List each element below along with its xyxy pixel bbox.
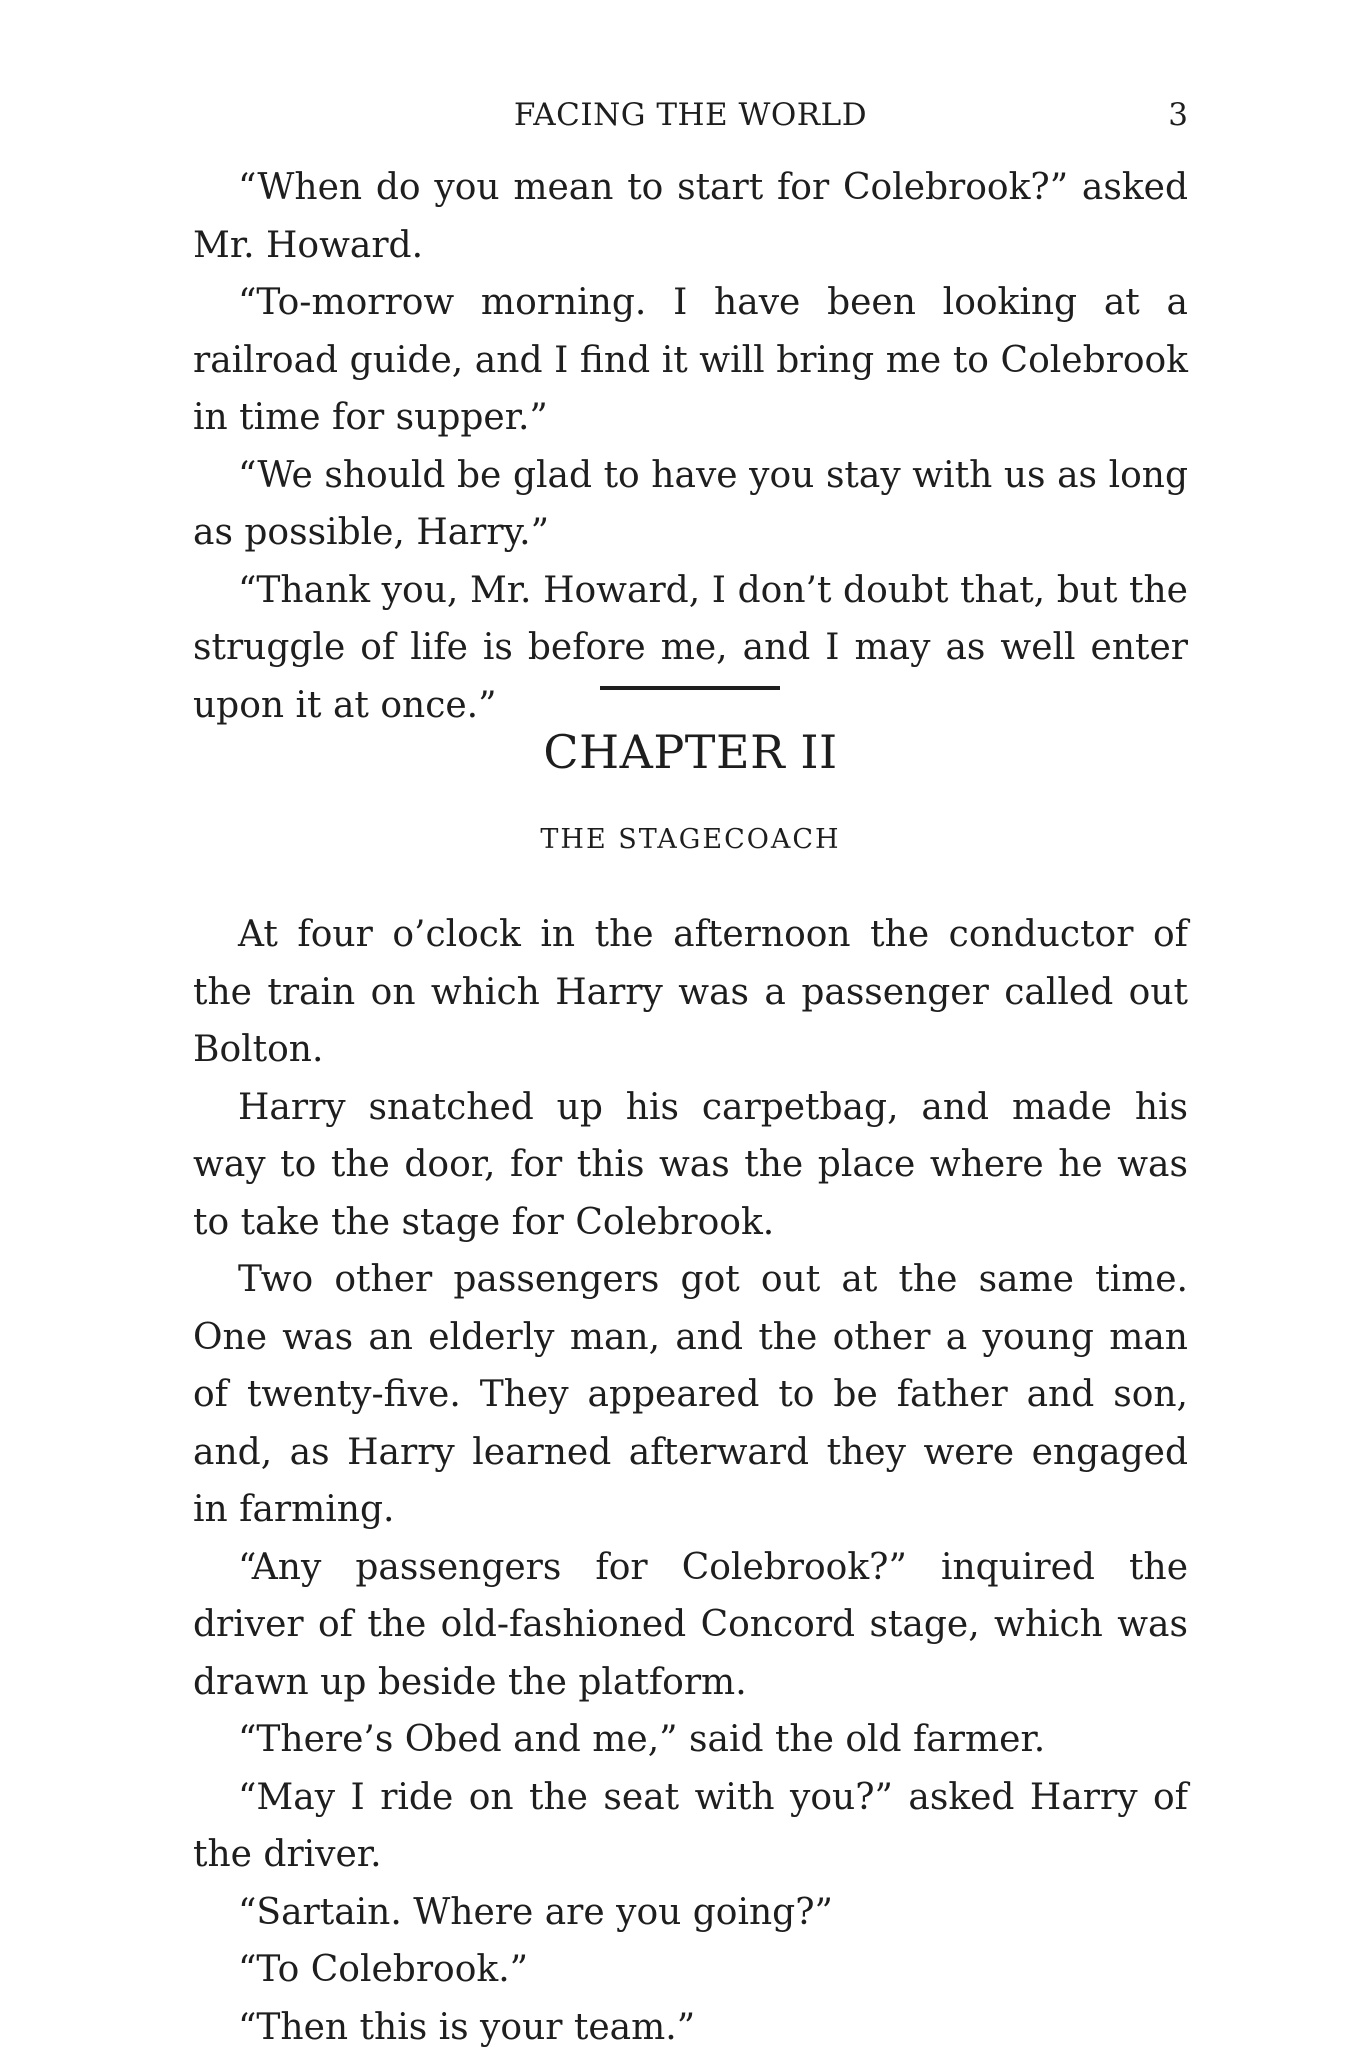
paragraph: “To Colebrook.” <box>193 1941 1188 1999</box>
chapter-divider-rule <box>600 686 780 690</box>
paragraph: Two other passengers got out at the same time. One was an elderly man, and the other a young man of twenty-five. They appeared to be father and son, and, as Harry learned afterward they were engaged in farming. <box>193 1251 1188 1539</box>
paragraph: “May I ride on the seat with you?” asked Harry of the driver. <box>193 1769 1188 1884</box>
paragraph: At four o’clock in the afternoon the conductor of the train on which Harry was a passenger called out Bolton. <box>193 906 1188 1079</box>
paragraph: “Then this is your team.” <box>193 1999 1188 2056</box>
paragraph: “To-morrow morning. I have been looking at a railroad guide, and I find it will bring me to Colebrook in time for supper.” <box>193 274 1188 447</box>
previous-chapter-text <box>193 159 1188 734</box>
paragraph: “Any passengers for Colebrook?” inquired the driver of the old-fashioned Concord stage, which was drawn up beside the platform. <box>193 1539 1188 1712</box>
chapter-text <box>193 906 1188 2056</box>
paragraph: “Thank you, Mr. Howard, I don’t doubt that, but the struggle of life is before me, and I may as well enter upon it at once.” <box>193 562 1188 735</box>
page-number: 3 <box>1168 90 1188 140</box>
running-title: FACING THE WORLD <box>193 90 1188 140</box>
paragraph: “Sartain. Where are you going?” <box>193 1884 1188 1942</box>
paragraph: Harry snatched up his carpetbag, and made his way to the door, for this was the place where he was to take the stage for Colebrook. <box>193 1079 1188 1252</box>
chapter-title: CHAPTER II <box>193 720 1188 784</box>
paragraph: “There’s Obed and me,” said the old farmer. <box>193 1711 1188 1769</box>
chapter-subtitle: THE STAGECOACH <box>193 820 1188 860</box>
paragraph: “We should be glad to have you stay with us as long as possible, Harry.” <box>193 447 1188 562</box>
running-header <box>193 90 1188 140</box>
paragraph: “When do you mean to start for Colebrook?” asked Mr. Howard. <box>193 159 1188 274</box>
